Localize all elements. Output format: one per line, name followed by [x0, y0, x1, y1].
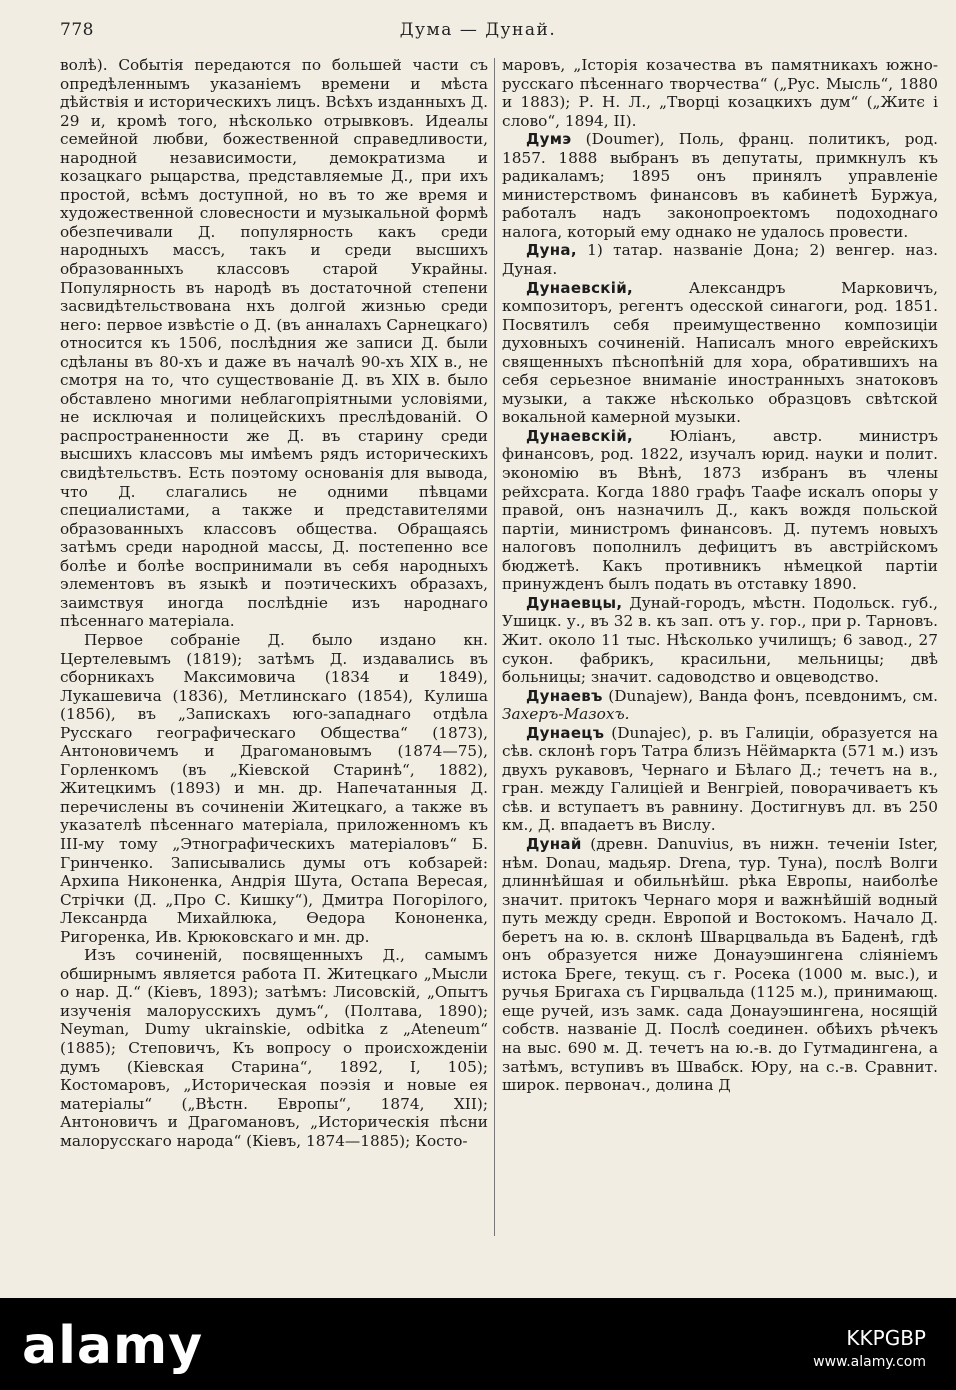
- entry-body: (Doumer), Поль, франц. политикъ, род. 1857. 1888 выбранъ въ депутаты, примкнулъ къ радикаламъ; 1895 онъ принялъ управленіе министерствомъ финансовъ въ кабинетѣ Буржуа, работалъ надъ законопроектомъ подоходнаго налога, который ему однако не удалось провести.: [502, 130, 938, 241]
- entry-headword: Дунаецъ: [526, 723, 605, 742]
- entry-dunaevsky-julian: [502, 427, 938, 594]
- entry-headword: Дунай: [526, 834, 582, 853]
- entry-dunaets: [502, 724, 938, 835]
- page-number: 778: [60, 20, 94, 40]
- entry-body: 1) татар. названіе Дона; 2) венгер. наз. Дуная.: [502, 241, 938, 279]
- entry-doumer: [502, 130, 938, 241]
- entry-duna: [502, 241, 938, 278]
- paragraph: волѣ). Событія передаются по большей части съ опредѣленнымъ указаніемъ времени и мѣста дѣйствія и историческихъ лицъ. Всѣхъ изданныхъ Д. 29 и, кромѣ того, нѣсколько отрывковъ. Идеалы семейной любви, божественной справедливости, народной независимости, демократизма и козацкаго рыцарства, представляемые Д., при ихъ простой, всѣмъ доступной, но въ то же время и художественной словесности и музыкальной формѣ обезпечивали Д. популярность какъ среди народныхъ массъ, такъ и среди высшихъ образованныхъ классовъ старой Украйны. Популярность въ народѣ въ достаточной степени засвидѣтельствована нхъ долгой жизнью среди него: первое извѣстіе о Д. (въ анналахъ Сарнецкаго) относится къ 1506, послѣдния же записи Д. были сдѣланы въ 80-хъ и даже въ началѣ 90-хъ XIX в., не смотря на то, что существованіе Д. въ XIX в. было обставлено многими неблагопріятными условіями, не исключая и полицейскихъ преслѣдованій. О распространенности же Д. въ старину среди высшихъ классовъ мы имѣемъ рядъ историческихъ свидѣтельствъ. Есть поэтому основанія для вывода, что Д. слагались не одними пѣвцами специалистами, а также и представителями образованныхъ классовъ общества. Обращаясь затѣмъ среди народной массы, Д. постепенно все болѣе и болѣе воспринимали въ себя народныхъ элементовъ въ языкѣ и поэтическихъ образахъ, заимствуя иногда послѣдніе изъ народнаго пѣсеннаго матеріала.: [60, 56, 488, 631]
- entry-dunai: [502, 835, 938, 1095]
- entry-body: Юліанъ, австр. министръ финансовъ, род. 1822, изучалъ юрид. науки и полит. экономію въ Вѣнѣ, 1873 избранъ въ члены рейхсрата. Когда 1880 графъ Таафе искалъ опоры у правой, онъ назначилъ Д., какъ вождя польской партіи, министромъ финансовъ. Д. путемъ новыхъ налоговъ пополнилъ дефицитъ въ австрійскомъ бюджетѣ. Какъ противникъ нѣмецкой партіи принужденъ былъ подать въ отставку 1890.: [502, 426, 938, 594]
- entry-headword: Дуна,: [526, 241, 577, 260]
- left-column: [60, 56, 488, 1150]
- entry-dunaev: [502, 687, 938, 724]
- entry-dunaevtsy: [502, 594, 938, 687]
- paragraph: маровъ, „Історія козачества въ памятникахъ южно-русскаго пѣсеннаго творчества“ („Рус. Мысль“, 1880 и 1883); Р. Н. Л., „Творці козацкихъ дум“ („Житє і слово“, 1894, II).: [502, 56, 938, 130]
- watermark-strip: [0, 1298, 956, 1390]
- entry-headword: Думэ: [526, 130, 572, 149]
- running-title: Дума — Дунай.: [399, 20, 557, 40]
- entry-body: Дунай-городъ, мѣстн. Подольск. губ., Ушицк. у., въ 32 в. къ зап. отъ у. гор., при р. Тарновъ. Жит. около 11 тыс. Нѣсколько училищъ; 6 завод., 27 сукон. фабрикъ, красильни, мельницы; двѣ больницы; значит. садоводство и овцеводство.: [502, 593, 938, 687]
- entry-body: Александръ Марковичъ, композиторъ, регентъ одесской синагоги, род. 1851. Посвятилъ себя преимущественно композиціи духовныхъ сочиненій. Написалъ много еврейскихъ священныхъ пѣснопѣній для хора, обратившихъ на себя серьезное вниманіе иностранныхъ знатоковъ музыки, а также нѣсколько образцовъ свѣтской вокальной камерной музыки.: [502, 278, 938, 427]
- paragraph: Первое собраніе Д. было издано кн. Цертелевымъ (1819); затѣмъ Д. издавались въ сборникахъ Максимовича (1834 и 1849), Лукашевича (1836), Метлинскаго (1854), Кулиша (1856), въ „Запискахъ юго-западнаго отдѣла Русскаго географическаго Общества“ (1873), Антоновичемъ и Драгомановымъ (1874—75), Горленкомъ (въ „Кіевской Старинѣ“, 1882), Житецкимъ (1893) и мн. др. Напечатанныя Д. перечислены въ сочиненіи Житецкаго, а также въ указателѣ пѣсеннаго матеріала, приложенномъ къ III-му тому „Этнографическихъ матеріаловъ“ Б. Гринченко. Записывались думы отъ кобзарей: Архипа Никоненка, Андрія Шута, Остапа Вересая, Стрічки (Д. „Про С. Кишку“), Дмитра Погорілого, Лексанрда Михайлюка, Өедора Кононенка, Ригоренка, Ив. Крюковскаго и мн. др.: [60, 630, 488, 946]
- entry-body: (Dunajew), Ванда фонъ, псевдонимъ, см.: [602, 686, 938, 705]
- image-code: KKPGBP: [846, 1326, 926, 1350]
- watermark-logo: alamy: [22, 1316, 204, 1376]
- paragraph: Изъ сочиненій, посвященныхъ Д., самымъ обширнымъ является работа П. Житецкаго „Мысли о нар. Д.“ (Кіевъ, 1893); затѣмъ: Лисовскій, „Опытъ изученія малорусскихъ думъ“, (Полтава, 1890); Neyman, Dumy ukrainskie, odbitka z „Ateneum“ (1885); Степовичъ, Къ вопросу о происхожденіи думъ (Кіевская Старина“, 1892, I, 105); Костомаровъ, „Историческая поэзія и новые ея матеріалы“ („Вѣстн. Европы“, 1874, XII); Антоновичъ и Драгомановъ, „Историческія пѣсни малорусскаго народа“ (Кіевъ, 1874—1885); Косто-: [60, 946, 488, 1150]
- column-divider: [494, 58, 495, 1236]
- entry-headword: Дунаевскій,: [526, 426, 634, 445]
- entry-headword: Дунаевъ: [526, 686, 603, 705]
- cross-reference: Захеръ-Мазохъ.: [502, 705, 630, 724]
- right-column: [502, 56, 938, 1095]
- entry-body: (древн. Danuvius, въ нижн. теченіи Ister, нѣм. Donau, мадьяр. Drena, тур. Туна), послѣ Волги длиннѣйшая и обильнѣйш. рѣка Европы, наиболѣе значит. притокъ Чернаго моря и важнѣйшій водный путь между средн. Европой и Востокомъ. Начало Д. беретъ на ю. в. склонѣ Шварцвальда въ Баденѣ, гдѣ онъ образуется ниже Донауэшингена сліяніемъ истока Бреге, текущ. съ г. Росека (1000 м. выс.), и ручья Бригаха съ Гирцвальда (1125 м.), принимающ. еще ручей, изъ замк. сада Донауэшингена, носящій собств. названіе Д. Послѣ соединен. обѣихъ рѣчекъ на выс. 690 м. Д. течетъ на ю.-в. до Гутмадингена, а затѣмъ, вступивъ въ Швабск. Юру, на с.-в. Сравнит. широк. первонач., долина Д: [502, 834, 938, 1095]
- entry-dunaevsky-aleksandr: [502, 279, 938, 427]
- entry-headword: Дунаевцы,: [526, 593, 623, 612]
- entry-headword: Дунаевскій,: [526, 278, 634, 297]
- entry-body: (Dunajec), р. въ Галиціи, образуется на сѣв. склонѣ горъ Татра близъ Нёймаркта (571 м.) изъ двухъ рукавовъ, Чернаго и Бѣлаго Д.; течетъ на в., гран. между Галиціей и Венгріей, поворачиваетъ къ сѣв. и вступаетъ въ равнину. Достигнувъ дл. въ 250 км., Д. впадаетъ въ Вислу.: [502, 723, 938, 835]
- watermark-url: www.alamy.com: [813, 1354, 926, 1370]
- page-header: [0, 20, 956, 50]
